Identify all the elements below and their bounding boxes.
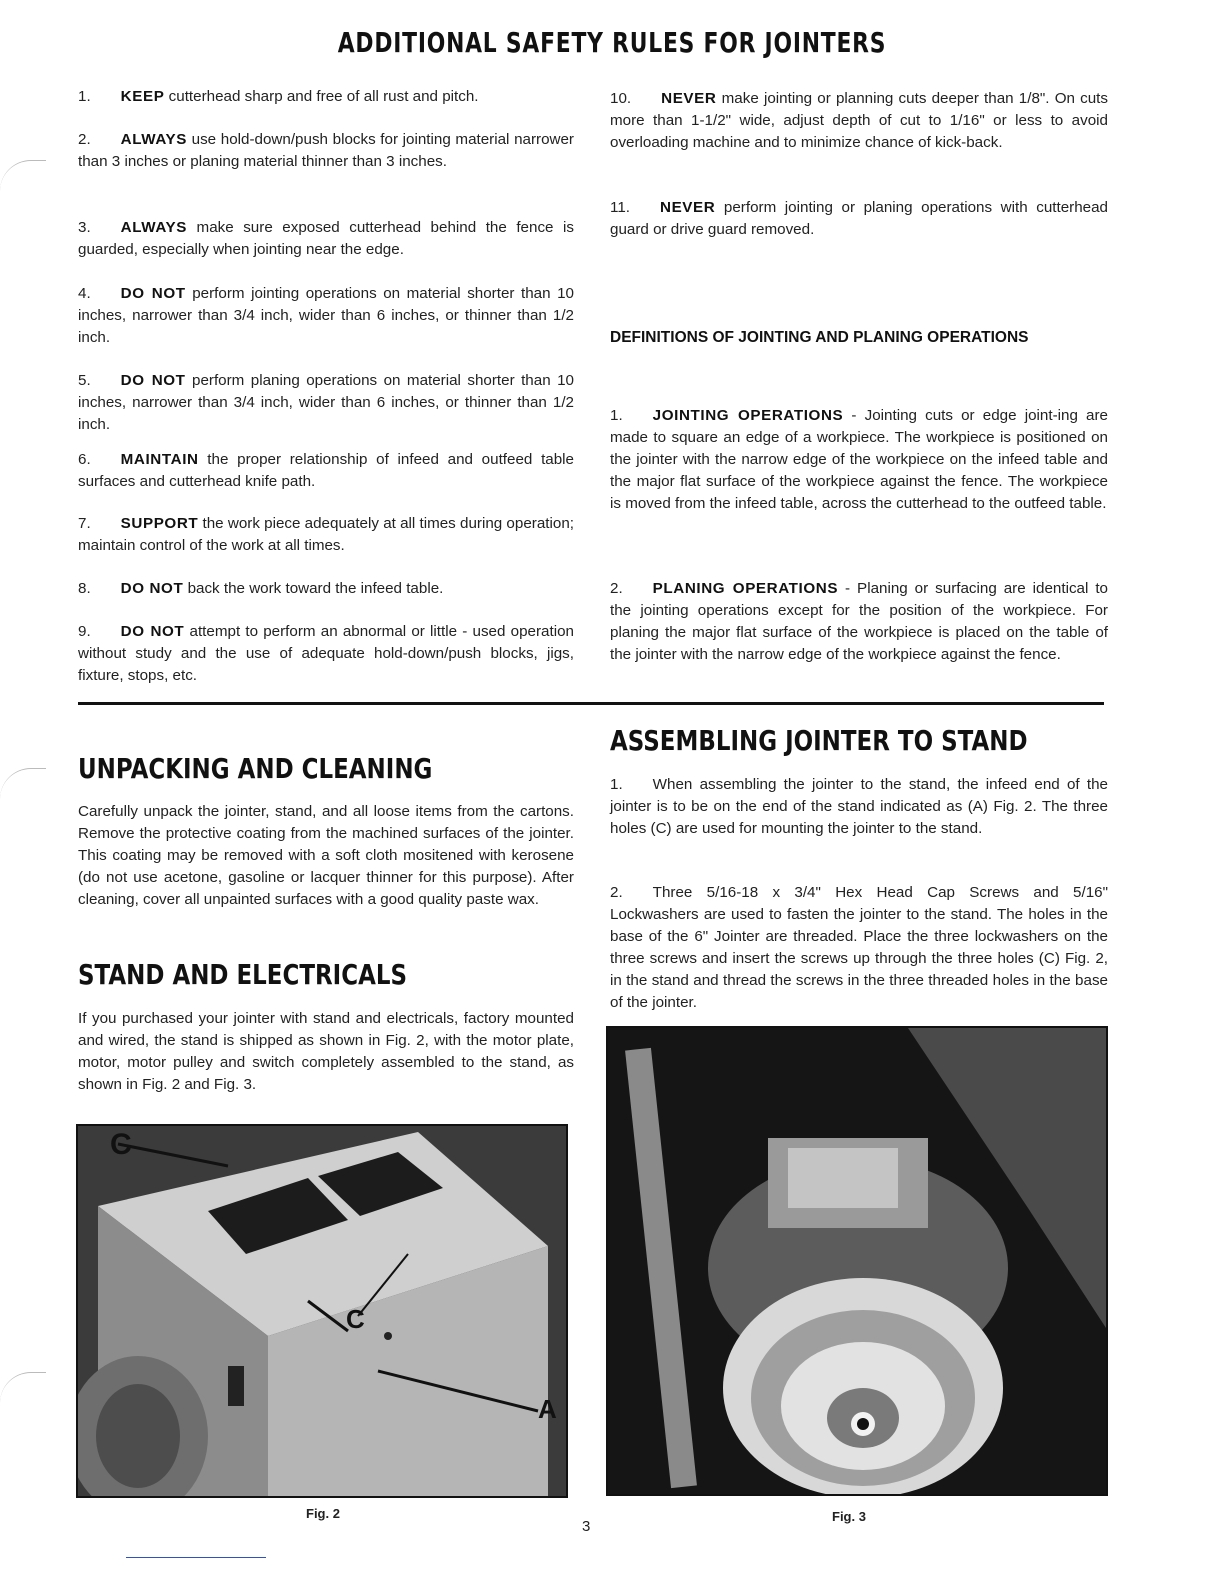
definitions-heading: DEFINITIONS OF JOINTING AND PLANING OPERATIONS [610,329,1029,346]
stand-body: If you purchased your jointer with stand and electricals, factory mounted and wired, the stand is shipped as shown in Fig. 2, with the motor plate, motor, motor pulley and switch completely assembled to the stand, as shown in Fig. 2 and Fig. 3. [78,1010,574,1093]
unpacking-body: Carefully unpack the jointer, stand, and all loose items from the cartons. Remove the protective coating from the machined surfaces of the jointer. This coating may be removed with a soft cloth mositened with kerosene (do not use acetone, gasoline or lacquer thinner for this purpose). After cleaning, cover all unpainted surfaces with a good quality paste wax. [78,803,574,908]
safety-rule: 1. KEEP cutterhead sharp and free of all rust and pitch. [78,88,479,105]
definition-item: 2. PLANING OPERATIONS - Planing or surfacing are identical to the jointing operations except for the position of the workpiece. For planing the major flat surface of the workpiece is placed on the table of the jointer with the narrow edge of the workpiece against the fence. [610,580,1109,663]
definition-item: 1. JOINTING OPERATIONS - Jointing cuts or edge joint-ing are made to square an edge of a workpiece. The workpiece is positioned on the jointer with the narrow edge of the workpiece on the infeed table and the major flat surface of the workpiece against the fence. The workpiece is moved from the infeed table, across the cutterhead to the outfeed table. [610,407,1108,512]
safety-rule: 6. MAINTAIN the proper relationship of infeed and outfeed table surfaces and cutterhead knife path. [78,451,574,490]
safety-rule: 8. DO NOT back the work toward the infeed table. [78,580,444,597]
fig2-label-a: A [538,1394,557,1424]
fig2-label-c: C [110,1128,132,1161]
fig3-photo [606,1026,1108,1496]
safety-rule: 4. DO NOT perform jointing operations on material shorter than 10 inches, narrower than 3/4 inch, wider than 6 inches, or thinner than 1/2 inch. [78,285,574,346]
motor-pulley-illustration [608,1028,1106,1494]
fig2-photo [76,1124,568,1498]
assembling-heading: ASSEMBLING JOINTER TO STAND [610,724,1028,757]
safety-rule: 2. ALWAYS use hold-down/push blocks for jointing material narrower than 3 inches or planing material thinner than 3 inches. [78,131,574,170]
fig2-label-c: C [346,1304,365,1334]
punch-mark [0,1372,46,1403]
safety-rule: 9. DO NOT attempt to perform an abnormal or little - used operation without study and the use of adequate hold-down/push blocks, jigs, fixture, stops, etc. [78,623,574,684]
stand-heading: STAND AND ELECTRICALS [78,958,408,991]
footer-line [126,1557,266,1558]
jointer-stand-illustration [78,1126,566,1496]
safety-rule: 10. NEVER make jointing or planning cuts deeper than 1/8". On cuts more than 1-1/2" wide, adjust depth of cut to 1/16" or less to avoid overloading machine and to minimize chance of kick-back. [610,90,1108,151]
punch-mark [0,768,46,799]
safety-rule: 7. SUPPORT the work piece adequately at all times during operation; maintain control of the work at all times. [78,515,574,554]
assembling-item: 2. Three 5/16-18 x 3/4" Hex Head Cap Screws and 5/16" Lockwashers are used to fasten the jointer to the stand. The holes in the base of the 6" Jointer are threaded. Place the three lockwashers on the three screws and insert the screws up through the three holes (C) Fig. 2, in the stand and thread the screws in the three threaded holes in the base of the jointer. [610,884,1108,1011]
assembling-item: 1. When assembling the jointer to the stand, the infeed end of the jointer is to be on the end of the stand indicated as (A) Fig. 2. The three holes (C) are used for mounting the jointer to the stand. [610,776,1108,837]
safety-rule: 11. NEVER perform jointing or planing operations with cutterhead guard or drive guard removed. [610,199,1108,238]
fig3-caption: Fig. 3 [832,1509,866,1524]
section-divider [78,702,1104,705]
punch-mark [0,160,46,191]
unpacking-heading: UNPACKING AND CLEANING [78,752,433,785]
page-number: 3 [582,1518,591,1535]
safety-rule: 5. DO NOT perform planing operations on material shorter than 10 inches, narrower than 3/4 inch, wider than 6 inches, or thinner than 1/2 inch. [78,372,574,433]
safety-rule: 3. ALWAYS make sure exposed cutterhead behind the fence is guarded, especially when jointing near the edge. [78,219,574,258]
fig2-caption: Fig. 2 [306,1506,340,1521]
page-title: ADDITIONAL SAFETY RULES FOR JOINTERS [337,26,887,59]
